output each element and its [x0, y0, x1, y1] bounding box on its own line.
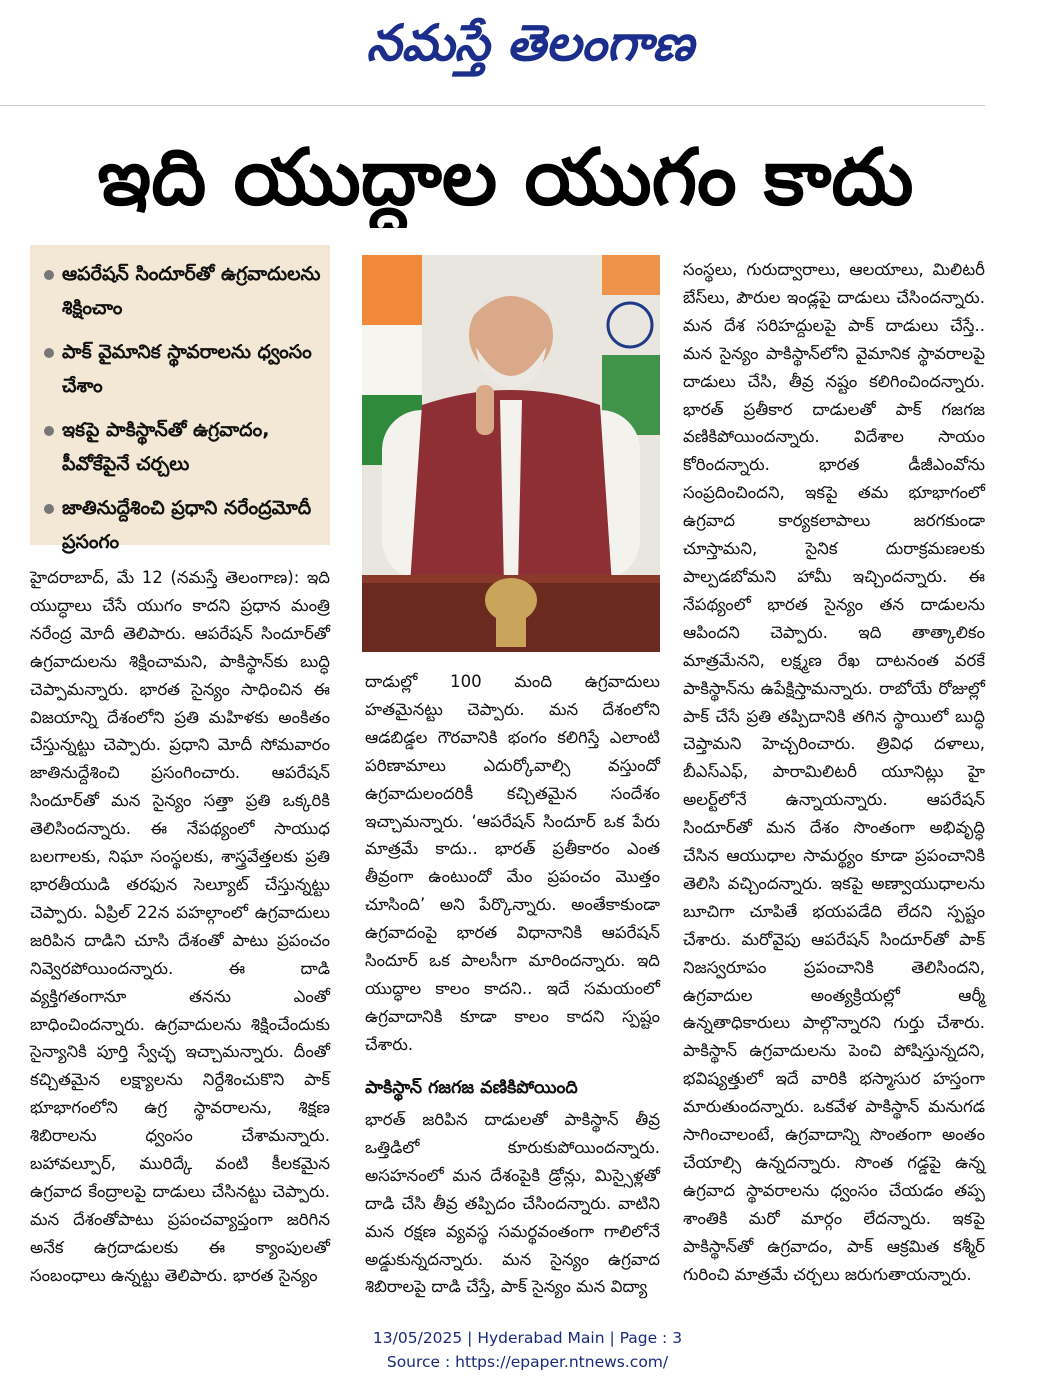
headline: ఇది యుద్ధాల యుగం కాదు	[97, 133, 914, 223]
article-subheading: పాకిస్థాన్ గజగజ వణికిపోయింది	[365, 1078, 578, 1098]
article-paragraph: హైదరాబాద్, మే 12 (నమస్తే తెలంగాణ): ఇది యుద్ధాలు చేసే యుగం కాదని ప్రధాన మంత్రి నరేంద్ర మోదీ తెలిపారు. ఆపరేషన్ సిందూర్‌తో ఉగ్రవాదులను శిక్షించామని, పాకిస్థాన్‌కు బుద్ధి చెప్పామన్నారు. భారత సైన్యం సాధించిన ఈ విజయాన్ని దేశంలోని ప్రతి మహిళకు అంకితం చేస్తున్నట్టు చెప్పారు. ప్రధాని మోదీ సోమవారం జాతినుద్దేశించి ప్రసంగించారు. ఆపరేషన్ సిందూర్‌తో మన సైన్యం సత్తా ప్రతి ఒక్కరికి తెలిసిందన్నారు. ఈ నేపథ్యంలో సాయుధ బలగాలకు, నిఘా సంస్థలకు, శాస్త్రవేత్తలకు ప్రతి భారతీయుడి తరఫున సెల్యూట్ చేస్తున్నట్టు చెప్పారు. ఏప్రిల్ 22న పహల్గాంలో ఉగ్రవాదులు జరిపిన దాడిని చూసి దేశంతో పాటు ప్రపంచం నివ్వెరపోయిందన్నారు. ఈ దాడి వ్యక్తిగతంగానూ తనను ఎంతో బాధించిందన్నారు. ఉగ్రవాదులను శిక్షించేందుకు సైన్యానికి పూర్తి స్వేచ్ఛ ఇచ్చామన్నారు. దీంతో కచ్చితమైన లక్ష్యాలను నిర్దేశించుకొని పాక్ భూభాగంలోని ఉగ్ర స్థావరాలను, శిక్షణ శిబిరాలను ధ్వంసం చేశామన్నారు. బహావల్పూర్, మురిద్కే వంటి కీలకమైన ఉగ్రవాద కేంద్రాలపై దాడులు చేసినట్టు చెప్పారు. మన దేశంతోపాటు ప్రపంచవ్యాప్తంగా జరిగిన అనేక ఉగ్రదాడులకు ఈ క్యాంపులతో సంబంధాలు ఉన్నట్టు తెలిపారు. భారత సైన్యం	[30, 568, 330, 1285]
footer-edition-info: 13/05/2025 | Hyderabad Main | Page : 3	[372, 1329, 683, 1347]
highlight-text: ఇకపై పాకిస్థాన్‌తో ఉగ్రవాదం, పీవోకేపైనే చర్చలు	[62, 419, 270, 475]
masthead-logo: నమస్తే తెలంగాణ	[366, 13, 694, 72]
masthead-divider	[0, 105, 985, 106]
bullet-icon	[44, 348, 54, 358]
footer-source: Source : https://epaper.ntnews.com/	[386, 1353, 669, 1371]
bullet-icon	[44, 504, 54, 514]
highlight-item	[44, 335, 322, 403]
bullet-icon	[44, 426, 54, 436]
pm-photo-illustration	[362, 255, 660, 652]
article-paragraph: దాడుల్లో 100 మంది ఉగ్రవాదులు హతమైనట్టు చెప్పారు. మన దేశంలోని ఆడబిడ్డల గౌరవానికి భంగం కలిగిస్తే ఎలాంటి పరిణామాలు ఎదుర్కోవాల్సి వస్తుందో ఉగ్రవాదులందరికీ కచ్చితమైన సందేశం ఇచ్చామన్నారు. ‘ఆపరేషన్ సిందూర్ ఒక పేరు మాత్రమే కాదు.. భారత్ ప్రతీకారం ఎంత తీవ్రంగా ఉంటుందో మేం ప్రపంచం మొత్తం చూసింది’ అని పేర్కొన్నారు. అంతేకాకుండా ఉగ్రవాదంపై భారత విధానానికి ఆపరేషన్ సిందూర్ ఒక పాలసీగా మారిందన్నారు. ఇది యుద్ధాల కాలం కాదని.. ఇదే సమయంలో ఉగ్రవాదానికి కూడా కాలం కాదని స్పష్టం చేశారు.	[365, 672, 660, 1054]
bullet-icon	[44, 270, 54, 280]
highlight-text: జాతినుద్దేశించి ప్రధాని నరేంద్రమోదీ ప్రసంగం	[62, 497, 312, 553]
highlight-item	[44, 413, 322, 481]
article-column-2	[365, 668, 660, 1059]
highlight-text: పాక్ వైమానిక స్థావరాలను ధ్వంసం చేశాం	[62, 341, 312, 397]
article-column-1	[30, 564, 330, 1290]
pm-photo	[362, 255, 660, 652]
highlight-item	[44, 491, 322, 559]
article-paragraph: సంస్థలు, గురుద్వారాలు, ఆలయాలు, మిలిటరీ బేస్‌లు, పౌరుల ఇండ్లపై దాడులు చేసిందన్నారు. మన దేశ సరిహద్దులపై పాక్ దాడులు చేస్తే.. మన సైన్యం పాకిస్థాన్‌లోని వైమానిక స్థావరాలపై దాడులు చేసి, తీవ్ర నష్టం కలిగించిందన్నారు. భారత్ ప్రతీకార దాడులతో పాక్ గజగజ వణికిపోయిందన్నారు. విదేశాల సాయం కోరిందన్నారు. భారత డీజీఎంవోను సంప్రదించిందని, ఇకపై తమ భూభాగంలో ఉగ్రవాద కార్యకలాపాలు జరగకుండా చూస్తామని, సైనిక దురాక్రమణలకు పాల్పడబోమని హామీ ఇచ్చిందన్నారు. ఈ నేపథ్యంలో భారత సైన్యం తన దాడులను ఆపిందని చెప్పారు. ఇది తాత్కాలికం మాత్రమేనని, లక్ష్మణ రేఖ దాటనంత వరకే పాకిస్థాన్‌ను ఉపేక్షిస్తామన్నారు. రాబోయే రోజుల్లో పాక్ చేసే ప్రతి తప్పిదానికి తగిన స్థాయిలో బుద్ధి చెప్తామని హెచ్చరించారు. త్రివిధ దళాలు, బీఎస్‌ఎఫ్, పారామిలిటరీ యూనిట్లు హై అలర్ట్‌లోనే ఉన్నాయన్నారు. ఆపరేషన్ సిందూర్‌తో మన దేశం సొంతంగా అభివృద్ధి చేసిన ఆయుధాల సామర్థ్యం కూడా ప్రపంచానికి తెలిసి వచ్చిందన్నారు. ఇకపై అణ్వాయుధాలను బూచిగా చూపితే భయపడేది లేదని స్పష్టం చేశారు. మరోవైపు ఆపరేషన్ సిందూర్‌తో పాక్ నిజస్వరూపం ప్రపంచానికి తెలిసిందని, ఉగ్రవాదుల అంత్యక్రియల్లో ఆర్మీ ఉన్నతాధికారులు పాల్గొన్నారని గుర్తు చేశారు. పాకిస్థాన్ ఉగ్రవాదులను పెంచి పోషిస్తున్నదని, భవిష్యత్తులో ఇదే వారికి భస్మాసుర హస్తంగా మారుతుందన్నారు. ఒకవేళ పాకిస్థాన్ మనుగడ సాగించాలంటే, ఉగ్రవాదాన్ని సొంతంగా అంతం చేయాల్సి ఉన్నదన్నారు. సొంత గడ్డపై ఉన్న ఉగ్రవాద స్థావరాలను ధ్వంసం చేయడం తప్ప శాంతికి మరో మార్గం లేదన్నారు. ఇకపై పాకిస్థాన్‌తో ఉగ్రవాదం, పాక్ ఆక్రమిత కశ్మీర్ గురించి మాత్రమే చర్చలు జరుగుతాయన్నారు.	[683, 260, 985, 1284]
article-paragraph: భారత్ జరిపిన దాడులతో పాకిస్థాన్ తీవ్ర ఒత్తిడిలో కూరుకుపోయిందన్నారు. అసహనంలో మన దేశంపైకి డ్రోన్లు, మిస్సైళ్లతో దాడి చేసి తీవ్ర తప్పిదం చేసిందన్నారు. వాటిని మన రక్షణ వ్యవస్థ సమర్థవంతంగా గాలిలోనే అడ్డుకున్నదన్నారు. మన సైన్యం ఉగ్రవాద శిబిరాలపై దాడి చేస్తే, పాక్ సైన్యం మన విద్యా	[365, 1110, 660, 1297]
highlight-item	[44, 257, 322, 325]
highlight-text: ఆపరేషన్ సిందూర్‌తో ఉగ్రవాదులను శిక్షించాం	[62, 263, 321, 319]
article-column-3	[683, 256, 985, 1289]
article-column-2-continued	[365, 1106, 660, 1301]
highlights-box	[30, 245, 330, 553]
